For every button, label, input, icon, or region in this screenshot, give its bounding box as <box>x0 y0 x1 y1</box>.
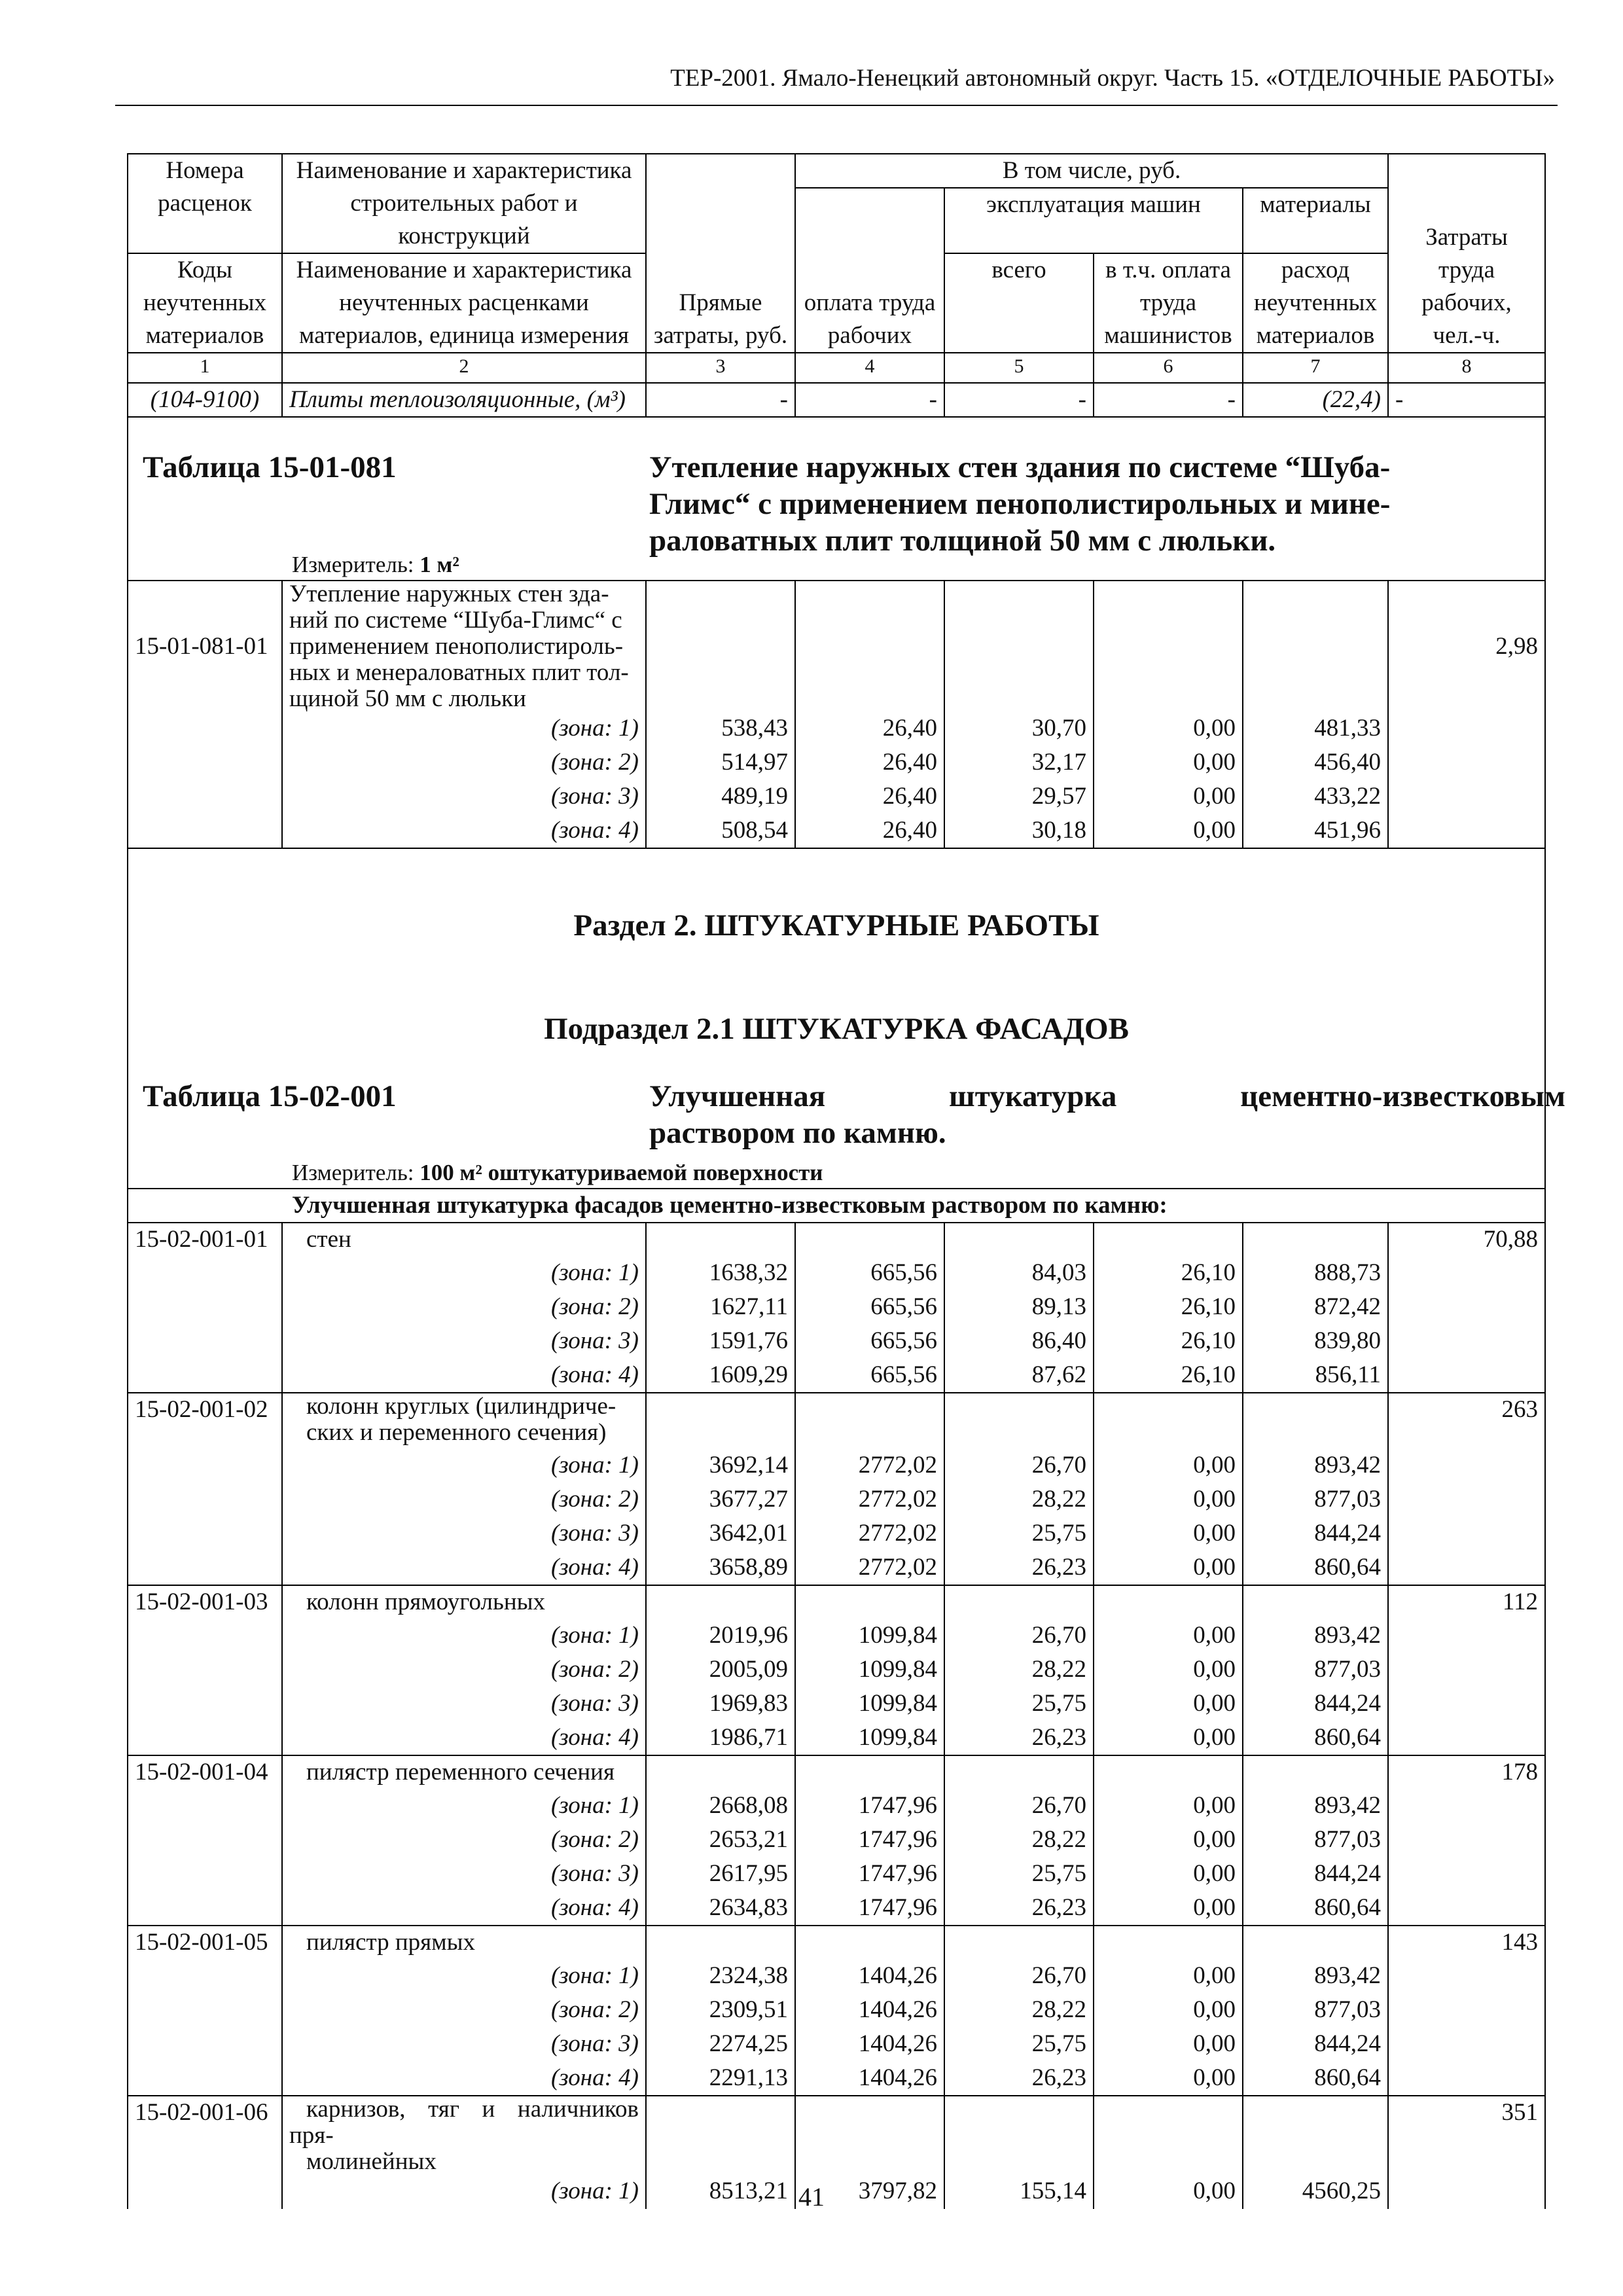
zone-machines: 26,70 <box>944 1449 1094 1483</box>
zone-materials: 877,03 <box>1243 1483 1388 1517</box>
header-machines-total: всего <box>944 253 1094 353</box>
zone-label: (зона: 1) <box>282 1449 646 1483</box>
zone-direct: 1591,76 <box>646 1325 795 1359</box>
header-in-that: В том числе, руб. <box>795 154 1388 188</box>
material-row <box>128 383 1545 417</box>
zone-labor: 2772,02 <box>795 1517 944 1551</box>
group-heading: Улучшенная штукатурка фасадов цементно-известковым раствором по камню: <box>128 1189 1545 1223</box>
zone-label: (зона: 4) <box>282 2062 646 2096</box>
item-desc-line: ний по системе “Шуба-Глимс“ с <box>289 607 622 634</box>
zone-direct: 2668,08 <box>646 1789 795 1823</box>
zone-machines: 155,14 <box>944 2175 1094 2209</box>
item-desc-line: молинейных <box>306 2148 437 2175</box>
zone-materials: 877,03 <box>1243 1994 1388 2028</box>
zone-direct: 2005,09 <box>646 1653 795 1687</box>
item-code: 15-01-081-01 <box>128 581 282 712</box>
zone-machinists: 0,00 <box>1094 1994 1243 2028</box>
zone-label: (зона: 1) <box>282 2175 646 2209</box>
zone-labor: 1404,26 <box>795 1960 944 1994</box>
item-row <box>128 1585 1545 1619</box>
zone-direct: 2291,13 <box>646 2062 795 2096</box>
item-code: 15-02-001-01 <box>128 1223 282 1257</box>
zone-row <box>128 1721 1545 1755</box>
zone-machines: 26,23 <box>944 1892 1094 1926</box>
zone-row <box>128 1291 1545 1325</box>
zone-row <box>128 1892 1545 1926</box>
measure-value: 1 м² <box>419 552 459 577</box>
column-number: 6 <box>1094 353 1243 383</box>
item-desc-line: щиной 50 мм с люльки <box>289 685 526 712</box>
zone-row <box>128 1789 1545 1823</box>
header-labor-pay: оплата труда рабочих <box>795 188 944 353</box>
zone-machinists: 0,00 <box>1094 814 1243 848</box>
item-code: 15-02-001-04 <box>128 1755 282 1789</box>
zone-direct: 514,97 <box>646 746 795 780</box>
zone-label: (зона: 1) <box>282 712 646 746</box>
zone-row <box>128 1857 1545 1892</box>
table-081-title-line: Глимс“ с применением пенополистирольных и мине- <box>649 487 1391 521</box>
zone-materials: 481,33 <box>1243 712 1388 746</box>
zone-labor: 665,56 <box>795 1257 944 1291</box>
zone-machines: 84,03 <box>944 1257 1094 1291</box>
zone-machinists: 0,00 <box>1094 1721 1243 1755</box>
zone-machinists: 26,10 <box>1094 1359 1243 1393</box>
table-081-code: Таблица 15-01-081 <box>143 450 397 484</box>
item-labor-cost: 178 <box>1388 1755 1545 1789</box>
zone-machines: 26,70 <box>944 1619 1094 1653</box>
zone-label: (зона: 4) <box>282 814 646 848</box>
zone-materials: 856,11 <box>1243 1359 1388 1393</box>
table-081-title-line: Утепление наружных стен здания по системе “Шуба- <box>649 450 1391 484</box>
column-number: 8 <box>1388 353 1545 383</box>
zone-machines: 26,23 <box>944 2062 1094 2096</box>
item-desc-line: пилястр переменного сечения <box>306 1759 615 1785</box>
zone-materials: 844,24 <box>1243 1517 1388 1551</box>
zone-labor: 26,40 <box>795 780 944 814</box>
item-desc-line: колонн прямоугольных <box>306 1588 546 1615</box>
zone-label: (зона: 2) <box>282 1823 646 1857</box>
zone-row <box>128 1449 1545 1483</box>
section-title: Раздел 2. ШТУКАТУРНЫЕ РАБОТЫ <box>573 908 1099 942</box>
zone-row <box>128 1823 1545 1857</box>
zone-label: (зона: 4) <box>282 1359 646 1393</box>
zone-labor: 1747,96 <box>795 1789 944 1823</box>
zone-machinists: 0,00 <box>1094 1687 1243 1721</box>
zone-machines: 28,22 <box>944 1823 1094 1857</box>
zone-row <box>128 780 1545 814</box>
zone-direct: 2309,51 <box>646 1994 795 2028</box>
zone-machinists: 0,00 <box>1094 746 1243 780</box>
column-number: 1 <box>128 353 282 383</box>
zone-label: (зона: 2) <box>282 1653 646 1687</box>
zone-materials: 433,22 <box>1243 780 1388 814</box>
item-row <box>128 581 1545 712</box>
item-description <box>282 1223 646 1257</box>
zone-materials: 893,42 <box>1243 1619 1388 1653</box>
zone-direct: 1609,29 <box>646 1359 795 1393</box>
zone-machines: 30,70 <box>944 712 1094 746</box>
zone-direct: 1986,71 <box>646 1721 795 1755</box>
zone-machines: 25,75 <box>944 2028 1094 2062</box>
zone-direct: 1638,32 <box>646 1257 795 1291</box>
header-machines: эксплуатация машин <box>944 188 1243 253</box>
item-labor-cost: 143 <box>1388 1926 1545 1960</box>
zone-machinists: 0,00 <box>1094 1619 1243 1653</box>
zone-materials: 893,42 <box>1243 1960 1388 1994</box>
item-labor-cost: 70,88 <box>1388 1223 1545 1257</box>
zone-labor: 1099,84 <box>795 1721 944 1755</box>
zone-direct: 3658,89 <box>646 1551 795 1585</box>
zone-direct: 8513,21 <box>646 2175 795 2209</box>
zone-label: (зона: 3) <box>282 1857 646 1892</box>
zone-machinists: 0,00 <box>1094 1517 1243 1551</box>
zone-machinists: 0,00 <box>1094 1823 1243 1857</box>
zone-row <box>128 2028 1545 2062</box>
table-002-title-line: раствором по камню. <box>649 1116 946 1150</box>
zone-machinists: 0,00 <box>1094 1857 1243 1892</box>
zone-labor: 2772,02 <box>795 1483 944 1517</box>
item-code: 15-02-001-02 <box>128 1393 282 1449</box>
zone-machinists: 26,10 <box>1094 1291 1243 1325</box>
zone-machinists: 0,00 <box>1094 2175 1243 2209</box>
zone-machines: 26,23 <box>944 1721 1094 1755</box>
item-description <box>282 2096 646 2175</box>
zone-machines: 86,40 <box>944 1325 1094 1359</box>
item-desc-line: ных и менераловатных плит тол- <box>289 659 629 686</box>
zone-machines: 25,75 <box>944 1517 1094 1551</box>
zone-machines: 26,70 <box>944 1960 1094 1994</box>
zone-materials: 872,42 <box>1243 1291 1388 1325</box>
zone-materials: 839,80 <box>1243 1325 1388 1359</box>
column-number: 2 <box>282 353 646 383</box>
zone-labor: 26,40 <box>795 712 944 746</box>
header-rule <box>115 105 1558 106</box>
column-number: 3 <box>646 353 795 383</box>
item-row <box>128 1393 1545 1449</box>
header-direct-costs: Прямые затраты, руб. <box>646 154 795 353</box>
item-row <box>128 1755 1545 1789</box>
zone-labor: 2772,02 <box>795 1551 944 1585</box>
zone-direct: 489,19 <box>646 780 795 814</box>
zone-direct: 2324,38 <box>646 1960 795 1994</box>
zone-machines: 87,62 <box>944 1359 1094 1393</box>
zone-labor: 1404,26 <box>795 1994 944 2028</box>
zone-row <box>128 1551 1545 1585</box>
header-work-name: Наименование и характеристика строительных работ и конструкций <box>282 154 646 253</box>
zone-direct: 2634,83 <box>646 1892 795 1926</box>
zone-direct: 2653,21 <box>646 1823 795 1857</box>
zone-machinists: 0,00 <box>1094 1449 1243 1483</box>
item-labor-cost: 351 <box>1388 2096 1545 2175</box>
zone-machinists: 26,10 <box>1094 1325 1243 1359</box>
zone-direct: 538,43 <box>646 712 795 746</box>
zone-machinists: 0,00 <box>1094 780 1243 814</box>
material-machines: - <box>944 383 1094 417</box>
zone-row <box>128 1517 1545 1551</box>
measure-label: Измеритель: <box>292 1160 414 1185</box>
zone-label: (зона: 4) <box>282 1892 646 1926</box>
table-002-code: Таблица 15-02-001 <box>143 1079 397 1113</box>
zone-direct: 2019,96 <box>646 1619 795 1653</box>
table-081-banner <box>128 417 1545 581</box>
zone-machinists: 0,00 <box>1094 1551 1243 1585</box>
material-labor: - <box>795 383 944 417</box>
section-banner <box>128 848 1565 1189</box>
running-head: ТЕР-2001. Ямало-Ненецкий автономный округ. Часть 15. «ОТДЕЛОЧНЫЕ РАБОТЫ» <box>670 65 1555 92</box>
zone-label: (зона: 2) <box>282 1291 646 1325</box>
zone-machines: 26,70 <box>944 1789 1094 1823</box>
zone-direct: 3642,01 <box>646 1517 795 1551</box>
header-unaccounted-usage: расход неучтенных материалов <box>1243 253 1388 353</box>
item-labor-cost: 2,98 <box>1388 581 1545 712</box>
material-labor-cost: - <box>1388 383 1545 417</box>
measure-value: 100 м² оштукатуриваемой поверхности <box>419 1160 823 1185</box>
zone-machines: 28,22 <box>944 1653 1094 1687</box>
zone-machines: 89,13 <box>944 1291 1094 1325</box>
zone-materials: 4560,25 <box>1243 2175 1388 2209</box>
zone-label: (зона: 1) <box>282 1789 646 1823</box>
zone-label: (зона: 3) <box>282 2028 646 2062</box>
zone-direct: 3692,14 <box>646 1449 795 1483</box>
zone-materials: 456,40 <box>1243 746 1388 780</box>
zone-direct: 2274,25 <box>646 2028 795 2062</box>
item-code: 15-02-001-06 <box>128 2096 282 2175</box>
zone-row <box>128 2062 1545 2096</box>
item-labor-cost: 112 <box>1388 1585 1545 1619</box>
table-002-title-line: Улучшенная штукатурка цементно-известковым <box>649 1079 1565 1113</box>
header-unaccounted-codes: Коды неучтенных материалов <box>128 253 282 353</box>
zone-labor: 665,56 <box>795 1325 944 1359</box>
zone-machinists: 0,00 <box>1094 712 1243 746</box>
zone-label: (зона: 3) <box>282 780 646 814</box>
zone-labor: 665,56 <box>795 1359 944 1393</box>
item-description <box>282 1755 646 1789</box>
zone-label: (зона: 2) <box>282 1483 646 1517</box>
zone-materials: 893,42 <box>1243 1789 1388 1823</box>
material-name: Плиты теплоизоляционные, (м³) <box>282 383 646 417</box>
zone-materials: 844,24 <box>1243 2028 1388 2062</box>
item-desc-line: ских и переменного сечения) <box>306 1419 607 1446</box>
zone-machines: 30,18 <box>944 814 1094 848</box>
table-002-measure <box>292 1157 823 1189</box>
header-unaccounted-names: Наименование и характеристика неучтенных расценками материалов, единица измерения <box>282 253 646 353</box>
item-desc-line: пилястр прямых <box>306 1929 475 1956</box>
price-table <box>127 153 1565 2209</box>
zone-labor: 26,40 <box>795 814 944 848</box>
item-desc-line: применением пенополистироль- <box>289 633 624 660</box>
zone-machinists: 26,10 <box>1094 1257 1243 1291</box>
zone-machinists: 0,00 <box>1094 1653 1243 1687</box>
zone-labor: 1747,96 <box>795 1892 944 1926</box>
item-description <box>282 1926 646 1960</box>
zone-labor: 3797,82 <box>795 2175 944 2209</box>
item-desc-line: карнизов, тяг и наличников пря- <box>289 2096 639 2149</box>
zone-machines: 25,75 <box>944 1857 1094 1892</box>
zone-labor: 1747,96 <box>795 1857 944 1892</box>
column-number: 4 <box>795 353 944 383</box>
zone-label: (зона: 3) <box>282 1517 646 1551</box>
zone-direct: 2617,95 <box>646 1857 795 1892</box>
item-description <box>282 1393 646 1449</box>
zone-labor: 26,40 <box>795 746 944 780</box>
zone-direct: 1627,11 <box>646 1291 795 1325</box>
item-desc-line: стен <box>306 1226 351 1253</box>
zone-label: (зона: 2) <box>282 746 646 780</box>
zone-materials: 860,64 <box>1243 2062 1388 2096</box>
zone-row <box>128 1325 1545 1359</box>
zone-label: (зона: 1) <box>282 1257 646 1291</box>
zone-row <box>128 1619 1545 1653</box>
item-row <box>128 1223 1545 1257</box>
zone-row <box>128 1994 1545 2028</box>
header-materials: материалы <box>1243 188 1388 253</box>
column-number: 5 <box>944 353 1094 383</box>
zone-materials: 893,42 <box>1243 1449 1388 1483</box>
zone-row <box>128 712 1545 746</box>
measure-label: Измеритель: <box>292 552 414 577</box>
table-002-title <box>649 1078 1565 1151</box>
zone-labor: 1099,84 <box>795 1687 944 1721</box>
zone-labor: 1404,26 <box>795 2028 944 2062</box>
zone-row <box>128 1359 1545 1393</box>
item-description <box>282 1585 646 1619</box>
zone-materials: 844,24 <box>1243 1687 1388 1721</box>
item-desc-line: Утепление наружных стен зда- <box>289 581 609 607</box>
material-machinists: - <box>1094 383 1243 417</box>
zone-machinists: 0,00 <box>1094 1789 1243 1823</box>
zone-materials: 888,73 <box>1243 1257 1388 1291</box>
zone-row <box>128 1687 1545 1721</box>
zone-row <box>128 1483 1545 1517</box>
material-usage: (22,4) <box>1243 383 1388 417</box>
zone-labor: 665,56 <box>795 1291 944 1325</box>
zone-labor: 1747,96 <box>795 1823 944 1857</box>
item-code: 15-02-001-03 <box>128 1585 282 1619</box>
zone-materials: 860,64 <box>1243 1892 1388 1926</box>
zone-machinists: 0,00 <box>1094 2028 1243 2062</box>
zone-label: (зона: 3) <box>282 1687 646 1721</box>
zone-label: (зона: 4) <box>282 1551 646 1585</box>
zone-label: (зона: 3) <box>282 1325 646 1359</box>
header-rate-numbers: Номера расценок <box>128 154 282 253</box>
zone-machinists: 0,00 <box>1094 2062 1243 2096</box>
item-row <box>128 2096 1545 2175</box>
zone-label: (зона: 1) <box>282 1960 646 1994</box>
header-labor-cost: Затраты труда рабочих, чел.-ч. <box>1388 154 1545 353</box>
item-labor-cost: 263 <box>1388 1393 1545 1449</box>
item-description <box>282 581 646 712</box>
material-code: (104-9100) <box>128 383 282 417</box>
zone-materials: 877,03 <box>1243 1823 1388 1857</box>
zone-label: (зона: 2) <box>282 1994 646 2028</box>
zone-label: (зона: 1) <box>282 1619 646 1653</box>
zone-labor: 1404,26 <box>795 2062 944 2096</box>
zone-direct: 1969,83 <box>646 1687 795 1721</box>
zone-machines: 25,75 <box>944 1687 1094 1721</box>
table-081-title-line: раловатных плит толщиной 50 мм с люльки. <box>649 524 1276 558</box>
zone-machines: 29,57 <box>944 780 1094 814</box>
zone-materials: 860,64 <box>1243 1551 1388 1585</box>
zone-label: (зона: 4) <box>282 1721 646 1755</box>
zone-row <box>128 1960 1545 1994</box>
zone-materials: 877,03 <box>1243 1653 1388 1687</box>
item-row <box>128 1926 1545 1960</box>
zone-machinists: 0,00 <box>1094 1892 1243 1926</box>
zone-direct: 508,54 <box>646 814 795 848</box>
subsection-title: Подраздел 2.1 ШТУКАТУРКА ФАСАДОВ <box>544 1012 1129 1046</box>
zone-direct: 3677,27 <box>646 1483 795 1517</box>
zone-materials: 860,64 <box>1243 1721 1388 1755</box>
zone-machinists: 0,00 <box>1094 1960 1243 1994</box>
zone-machinists: 0,00 <box>1094 1483 1243 1517</box>
zone-row <box>128 746 1545 780</box>
page-number: 41 <box>798 2182 825 2212</box>
item-desc-line: колонн круглых (цилиндриче- <box>306 1393 616 1420</box>
zone-machines: 28,22 <box>944 1994 1094 2028</box>
table-081-title <box>649 449 1565 559</box>
header-machinists-pay: в т.ч. оплата труда машинистов <box>1094 253 1243 353</box>
zone-materials: 844,24 <box>1243 1857 1388 1892</box>
zone-materials: 451,96 <box>1243 814 1388 848</box>
zone-machines: 32,17 <box>944 746 1094 780</box>
table-081-measure <box>292 548 459 581</box>
zone-row <box>128 1257 1545 1291</box>
column-number: 7 <box>1243 353 1388 383</box>
item-code: 15-02-001-05 <box>128 1926 282 1960</box>
material-direct: - <box>646 383 795 417</box>
zone-labor: 1099,84 <box>795 1619 944 1653</box>
zone-labor: 1099,84 <box>795 1653 944 1687</box>
zone-machines: 26,23 <box>944 1551 1094 1585</box>
zone-machines: 28,22 <box>944 1483 1094 1517</box>
zone-row <box>128 814 1545 848</box>
zone-labor: 2772,02 <box>795 1449 944 1483</box>
zone-row <box>128 1653 1545 1687</box>
